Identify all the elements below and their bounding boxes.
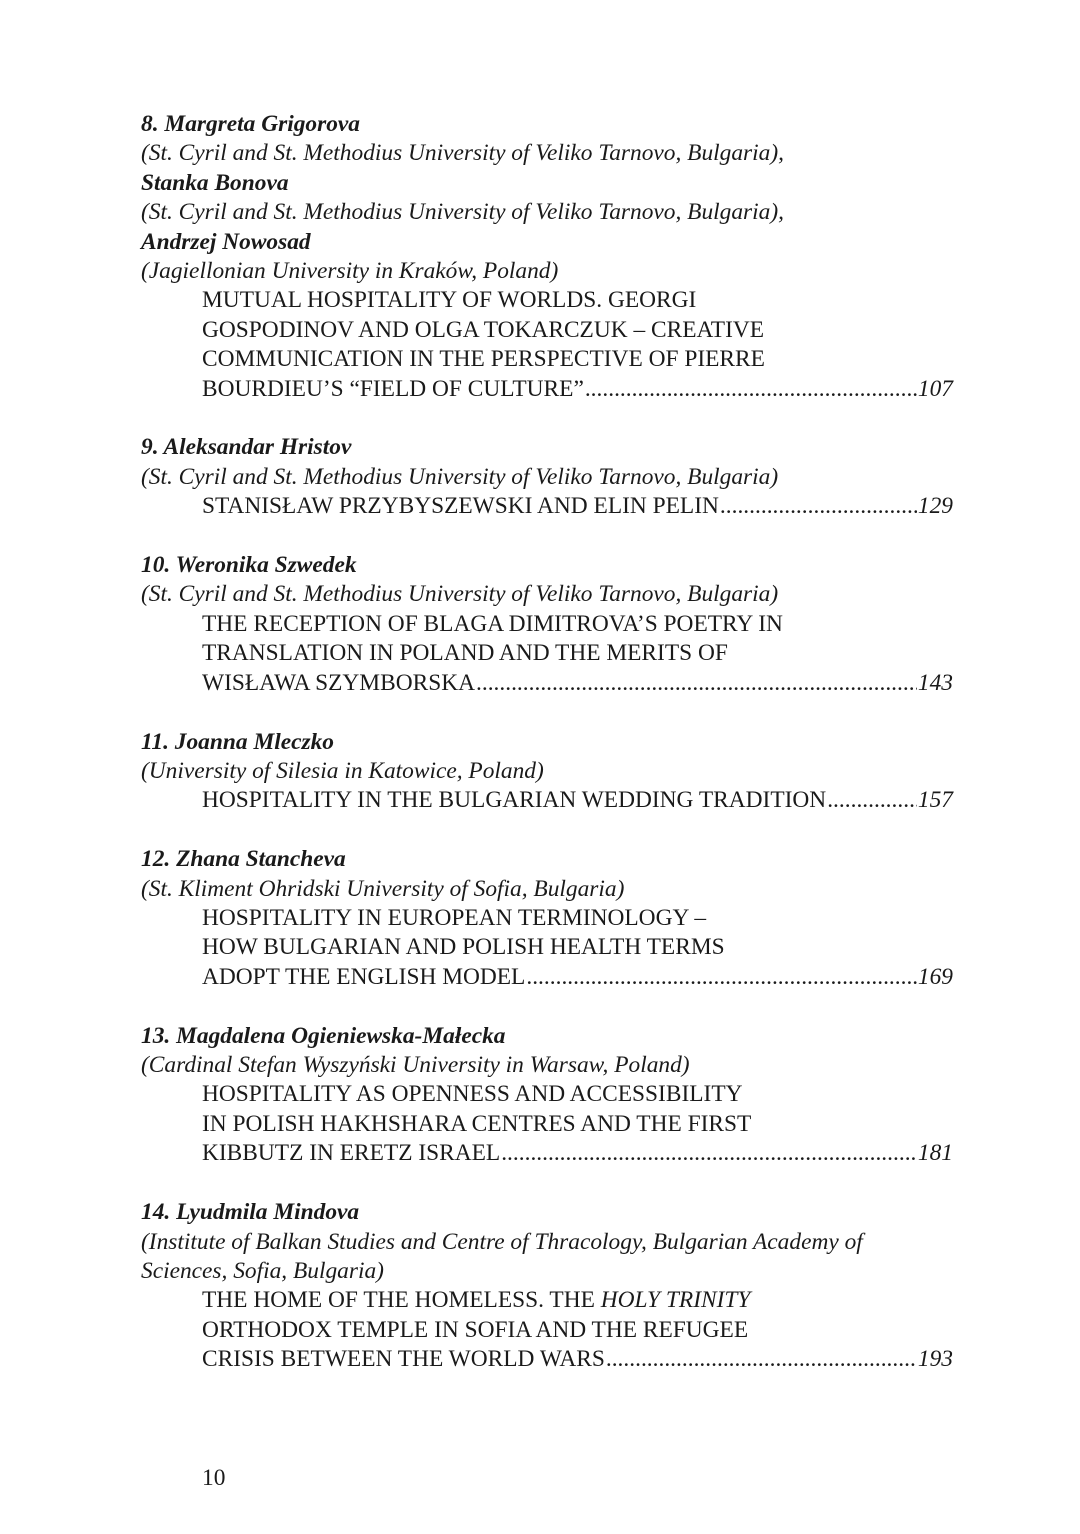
page-number: 129 [917, 493, 953, 520]
chapter-title-line: CRISIS BETWEEN THE WORLD WARS [202, 1346, 605, 1373]
author-name: 12. Zhana Stancheva [141, 846, 346, 873]
author-name: 13. Magdalena Ogieniewska-Małecka [141, 1022, 506, 1049]
toc-entry [141, 845, 953, 992]
page-number: 157 [917, 787, 953, 814]
toc-entry [141, 1022, 953, 1169]
author-affiliation: (University of Silesia in Katowice, Poland) [141, 757, 544, 784]
dot-leader [476, 669, 917, 698]
chapter-title-last-line[interactable] [141, 1139, 953, 1168]
chapter-title-line: HOSPITALITY IN THE BULGARIAN WEDDING TRADITION [202, 787, 827, 814]
page-number: 169 [917, 963, 953, 990]
author-name: Andrzej Nowosad [141, 228, 311, 255]
author-name: 9. Aleksandar Hristov [141, 434, 352, 461]
page-number: 143 [917, 669, 953, 696]
page-number: 181 [917, 1140, 953, 1167]
dot-leader [526, 963, 917, 992]
chapter-title-last-line[interactable] [141, 963, 953, 992]
author-name: 14. Lyudmila Mindova [141, 1199, 360, 1226]
chapter-title-line: IN POLISH HAKHSHARA CENTRES AND THE FIRST [202, 1110, 752, 1137]
chapter-title-line: TRANSLATION IN POLAND AND THE MERITS OF [202, 640, 728, 667]
chapter-title-line: STANISŁAW PRZYBYSZEWSKI AND ELIN PELIN [202, 493, 719, 520]
dot-leader [827, 786, 917, 815]
dot-leader [585, 375, 917, 404]
chapter-title-line [141, 1286, 953, 1315]
chapter-title-last-line[interactable] [141, 669, 953, 698]
author-name: Stanka Bonova [141, 169, 289, 196]
author-name: 10. Weronika Szwedek [141, 552, 357, 579]
dot-leader [501, 1139, 917, 1168]
chapter-title-line: COMMUNICATION IN THE PERSPECTIVE OF PIERRE [202, 346, 765, 373]
dot-leader [720, 492, 917, 521]
author-affiliation: (St. Cyril and St. Methodius University of Veliko Tarnovo, Bulgaria), [141, 140, 784, 167]
chapter-title-line: HOSPITALITY AS OPENNESS AND ACCESSIBILITY [202, 1081, 743, 1108]
toc-entry [141, 433, 953, 521]
page-folio: 10 [202, 1465, 226, 1491]
author-affiliation: (St. Cyril and St. Methodius University of Veliko Tarnovo, Bulgaria), [141, 199, 784, 226]
chapter-title-last-line[interactable] [141, 375, 953, 404]
toc-entry [141, 551, 953, 698]
author-affiliation: (St. Cyril and St. Methodius University of Veliko Tarnovo, Bulgaria) [141, 463, 779, 490]
chapter-title-line: ORTHODOX TEMPLE IN SOFIA AND THE REFUGEE [202, 1316, 749, 1343]
page-number: 193 [917, 1346, 953, 1373]
chapter-title-line: WISŁAWA SZYMBORSKA [202, 669, 475, 696]
chapter-title-line: HOSPITALITY IN EUROPEAN TERMINOLOGY – [202, 904, 707, 931]
toc-entry [141, 728, 953, 816]
author-affiliation: (St. Kliment Ohridski University of Sofia, Bulgaria) [141, 875, 625, 902]
table-of-contents [141, 110, 953, 1404]
chapter-title-line: GOSPODINOV AND OLGA TOKARCZUK – CREATIVE [202, 316, 765, 343]
dot-leader [606, 1345, 917, 1374]
toc-entry [141, 110, 953, 404]
author-affiliation: (Institute of Balkan Studies and Centre of Thracology, Bulgarian Academy of Sciences, Sofia, Bulgaria) [141, 1228, 863, 1284]
chapter-title-line: THE RECEPTION OF BLAGA DIMITROVA’S POETRY IN [202, 610, 783, 637]
chapter-title-line: KIBBUTZ IN ERETZ ISRAEL [202, 1140, 501, 1167]
chapter-title-line: MUTUAL HOSPITALITY OF WORLDS. GEORGI [202, 287, 697, 314]
chapter-title-line: BOURDIEU’S “FIELD OF CULTURE” [202, 375, 584, 402]
chapter-title-text: THE HOME OF THE HOMELESS. THE [202, 1287, 601, 1314]
chapter-title-last-line[interactable] [141, 492, 953, 521]
chapter-title-last-line[interactable] [141, 786, 953, 815]
author-affiliation: (Jagiellonian University in Kraków, Poland) [141, 257, 559, 284]
chapter-title-line: HOW BULGARIAN AND POLISH HEALTH TERMS [202, 934, 725, 961]
chapter-title-last-line[interactable] [141, 1345, 953, 1374]
chapter-title-italic: HOLY TRINITY [600, 1287, 751, 1314]
chapter-title-line: ADOPT THE ENGLISH MODEL [202, 963, 526, 990]
author-affiliation: (Cardinal Stefan Wyszyński University in Warsaw, Poland) [141, 1052, 690, 1079]
author-name: 11. Joanna Mleczko [141, 728, 334, 755]
author-affiliation: (St. Cyril and St. Methodius University of Veliko Tarnovo, Bulgaria) [141, 581, 779, 608]
page-number: 107 [917, 375, 953, 402]
author-name: 8. Margreta Grigorova [141, 111, 360, 137]
toc-entry [141, 1198, 953, 1374]
